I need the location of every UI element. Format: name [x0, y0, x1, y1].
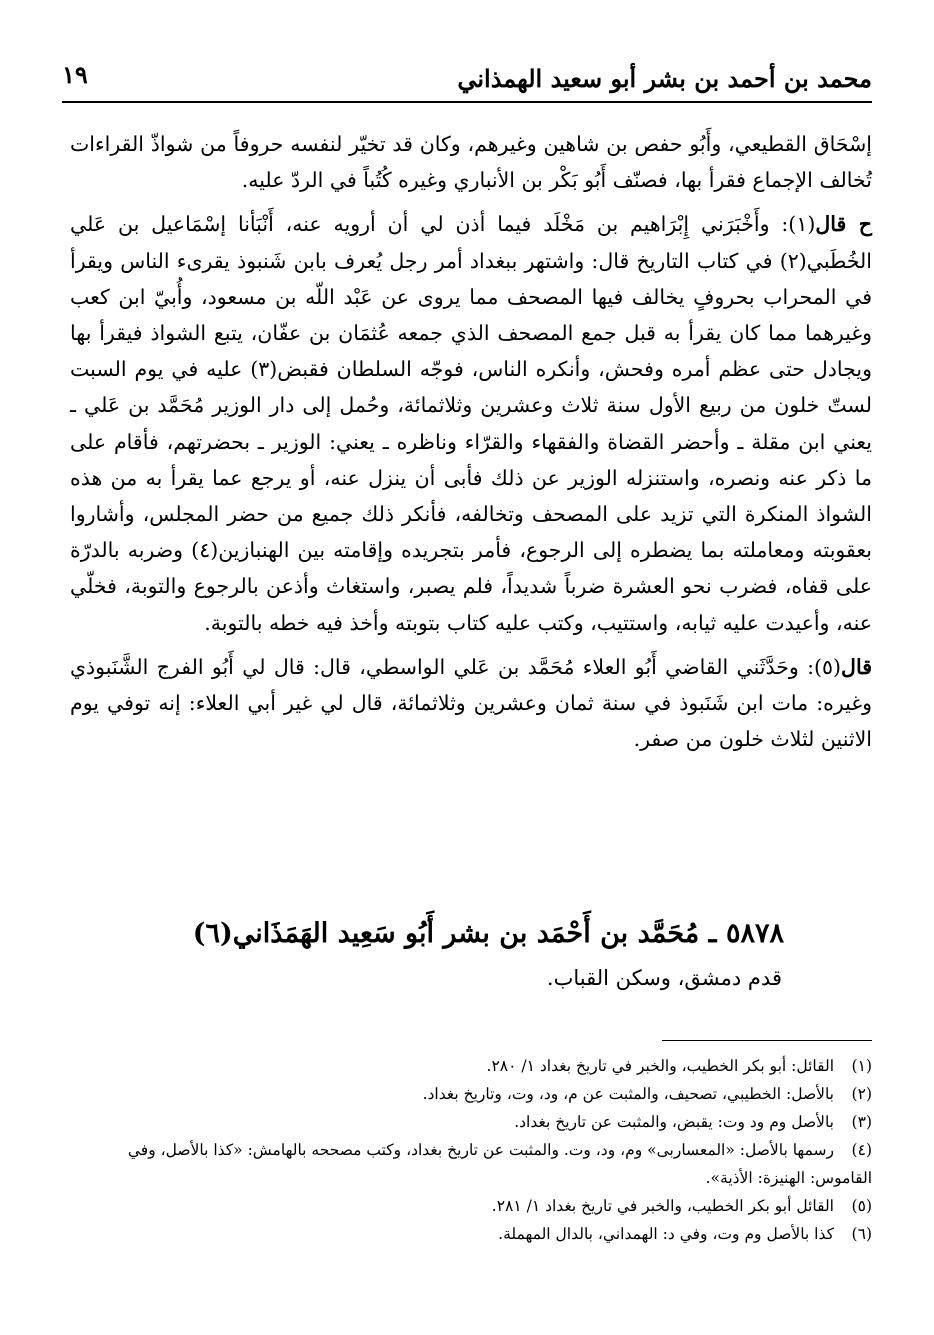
paragraph-2 [70, 206, 872, 640]
footnote-rule [662, 1040, 872, 1041]
footnote-5-number: (٥) [851, 1197, 872, 1215]
footnote-4-text: رسمها بالأصل: «المعساربى» وم، ود، وت. والمثبت عن تاريخ بغداد، وكتب مصححه بالهامش: «كذا بالأصل، وفي القاموس: الهنيزة: الأذية». [127, 1141, 872, 1187]
header-rule [62, 101, 872, 103]
footnote-6-text: كذا بالأصل وم وت، وفي د: الهمداني، بالدال المهملة. [498, 1225, 834, 1243]
footnote-6-number: (٦) [851, 1225, 872, 1243]
paragraph-3 [70, 649, 872, 758]
paragraph-1 [70, 126, 872, 198]
body-text [70, 126, 872, 757]
paragraph-1-text: إسْحَاق القطيعي، وأَبُو حفص بن شاهين وغيرهم، وكان قد تخيّر لنفسه حروفاً من شواذّ القراءات تُخالف الإجماع فقرأ بها، فصنّف أَبُو بَكْر بن الأنباري وغيره كُتُباً في الردّ عليه. [70, 132, 872, 193]
footnote-3-text: بالأصل وم ود وت: يقبض، والمثبت عن تاريخ بغداد. [514, 1113, 834, 1131]
footnote-2 [62, 1080, 872, 1108]
paragraph-3-text: (٥): وحَدَّثَني القاضي أَبُو العلاء مُحَمَّد بن عَلي الواسطي، قال: قال لي أَبُو الفرج الشَّنَبوذي وغيره: مات ابن شَنَبوذ في سنة ثمان وعشرين وثلاثمائة، قال لي غير أبي العلاء: إنه توفي يوم الاثنين لثلاث خلون من صفر. [70, 654, 872, 752]
footnote-1-number: (١) [851, 1057, 872, 1075]
footnote-4 [62, 1136, 872, 1192]
entry-heading: ٥٨٧٨ ـ مُحَمَّد بن أَحْمَد بن بشر أَبُو سَعِيد الهَمَذَاني(٦) [192, 918, 784, 949]
paragraph-2-lead: ح قال [815, 212, 873, 237]
entry-text: قدم دمشق، وسكن القباب. [546, 966, 782, 990]
footnote-1 [62, 1052, 872, 1080]
footnote-4-number: (٤) [851, 1141, 872, 1159]
page-header [62, 54, 872, 100]
page-number: ١٩ [62, 60, 88, 89]
footnote-2-text: بالأصل: الخطيبي، تصحيف، والمثبت عن م، ود، وت، وتاريخ بغداد. [422, 1085, 834, 1103]
running-title: محمد بن أحمد بن بشر أبو سعيد الهمذاني [457, 64, 872, 93]
footnote-1-text: القائل: أبو بكر الخطيب، والخبر في تاريخ بغداد ١/ ٢٨٠. [486, 1057, 834, 1075]
footnote-5-text: القائل أبو بكر الخطيب، والخبر في تاريخ بغداد ١/ ٢٨١. [491, 1197, 834, 1215]
footnote-3-number: (٣) [851, 1113, 872, 1131]
footnote-3 [62, 1108, 872, 1136]
paragraph-2-text: (١): وأَخْبَرَني إِبْرَاهيم بن مَخْلَد فيما أذن لي أن أرويه عنه، أَنْبَأنا إسْمَاعيل بن عَلي الخُطَبي(٢) في كتاب التاريخ قال: واشتهر ببغداد أمر رجل يُعرف بابن شَنبوذ يقرىء الناس ويقرأ في المحراب بحروفٍ يخالف فيها المصحف مما يروى عن عَبْد اللّه بن مسعود، وأُبيّ ابن كعب وغيرهما مما كان يقرأ به قبل جمع المصحف الذي جمعه عُثمَان بن عفّان، يتبع الشواذ فيقرأ بها ويجادل حتى عظم أمره وفحش، وأنكره الناس، فوجّه السلطان فقبض(٣) عليه في يوم السبت لستّ خلون من ربيع الأول سنة ثلاث وعشرين وثلاثمائة، وحُمل إلى دار الوزير مُحَمَّد بن عَلي ـ يعني ابن مقلة ـ وأحضر القضاة والفقهاء والقرّاء وناظره ـ يعني: الوزير ـ بحضرتهم، فأقام على ما ذكر عنه ونصره، واستنزله الوزير عن ذلك فأبى أن ينزل عنه، أو يرجع عما يقرأ به من هذه الشواذ المنكرة التي تزيد على المصحف وتخالفه، فأنكر ذلك جميع من حضر المجلس، وأشاروا بعقوبته ومعاملته بما يضطره إلى الرجوع، فأمر بتجريده وإقامته بين الهنبازين(٤) وضربه بالدرّة على قفاه، فضرب نحو العشرة ضرباً شديداً، فلم يصبر، واستغاث وأذعن بالرجوع والتوبة، فخلّي عنه، وأعيدت عليه ثيابه، واستتيب، وكتب عليه كتاب بتوبته وأخذ فيه خطه بالتوبة. [70, 212, 872, 635]
footnotes [62, 1052, 872, 1248]
footnote-6 [62, 1220, 872, 1248]
footnote-2-number: (٢) [851, 1085, 872, 1103]
paragraph-3-lead: قال [841, 654, 872, 679]
footnote-5 [62, 1192, 872, 1220]
